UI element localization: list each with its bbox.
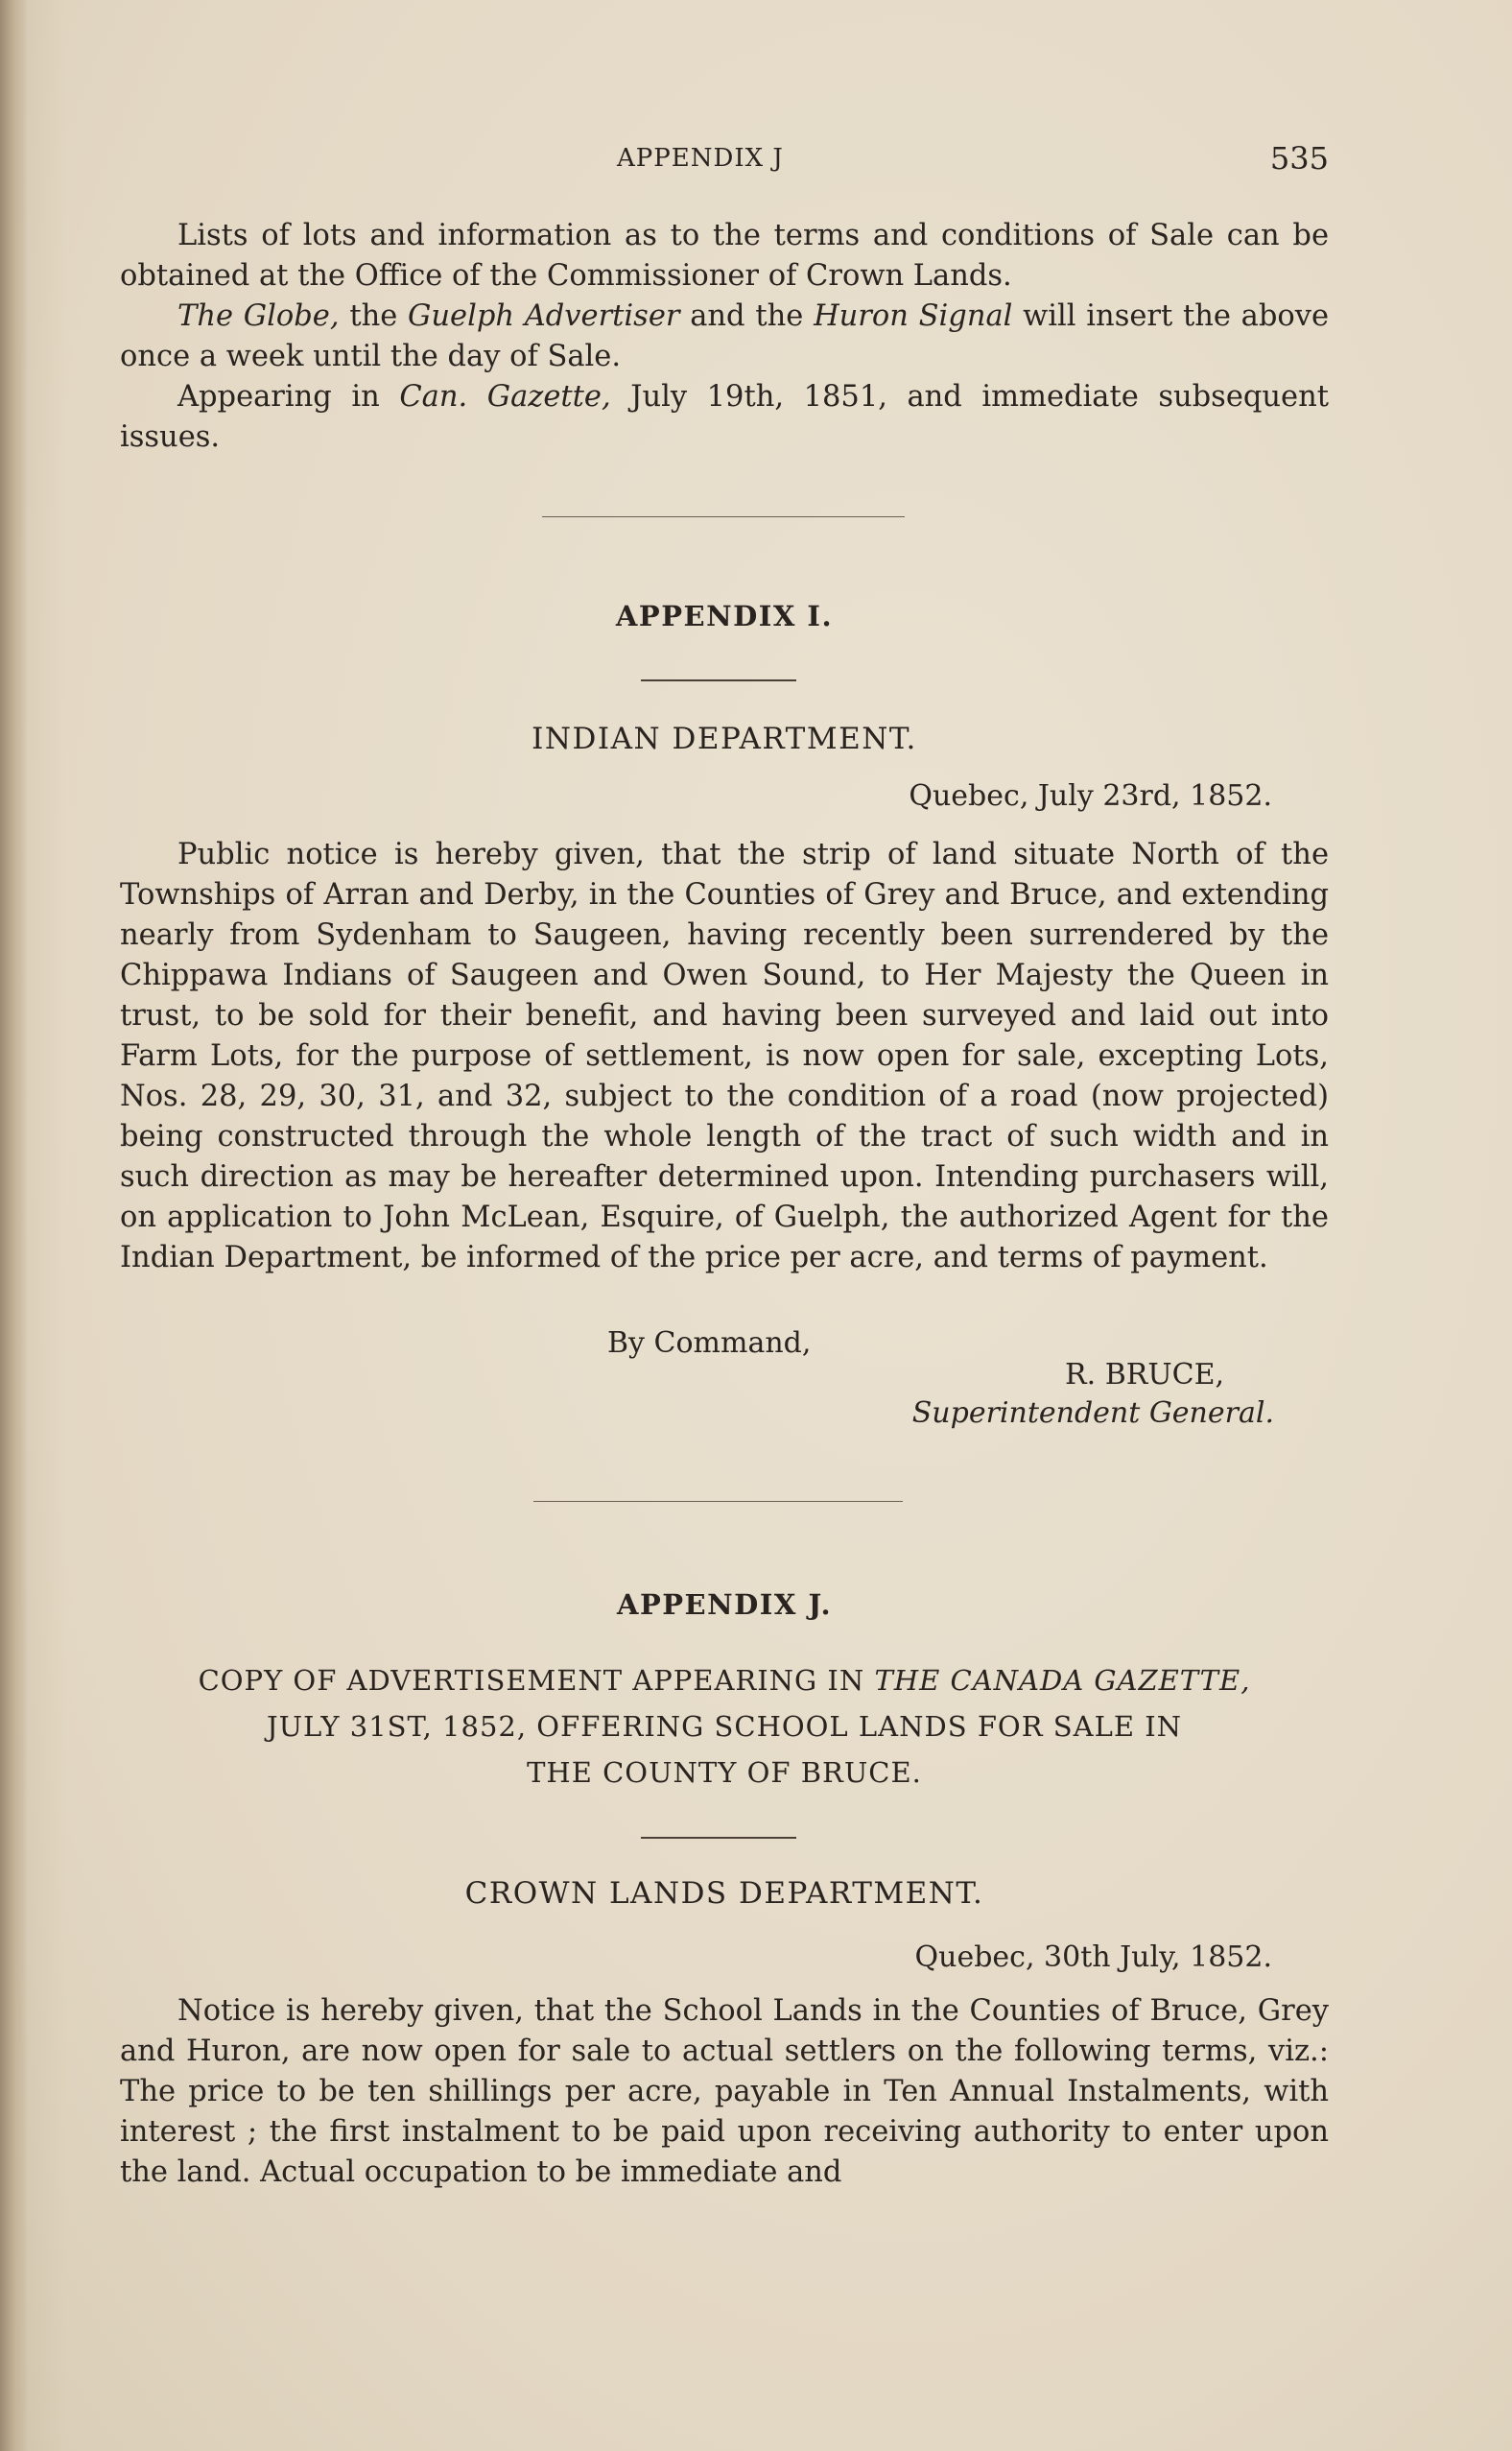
text-fragment: and the: [690, 299, 804, 333]
appendix-i-paragraph: Public notice is hereby given, that the strip of land situate North of the Townships of Arran and Derby, in the Counties of Grey and Bruce, and extending nearly from Sydenham to Saugeen, having recently been surrendered by the Chippawa Indians of Saugeen and Owen Sound, to Her Majesty the Queen in trust, to be sold for their benefit, and having been surveyed and laid out into Farm Lots, for the purpose of settlement, is now open for sale, excepting Lots, Nos. 28, 29, 30, 31, and 32, subject to the condition of a road (now projected) being constructed through the whole length of the tract of such width and in such direction as may be hereafter determined upon. Intending purchasers will, on application to John McLean, Esquire, of Guelph, the authorized Agent for the Indian Department, be informed of the price per acre, and terms of payment.: [120, 838, 1329, 1274]
text-fragment: Appearing in: [177, 380, 380, 414]
gazette-name: Can. Gazette,: [399, 380, 611, 414]
top-block: [120, 216, 1329, 458]
appendix-j-title-line-2: JULY 31ST, 1852, OFFERING SCHOOL LANDS FOR SALE IN: [266, 1710, 1183, 1743]
appendix-j-title-line-1: [106, 1657, 1343, 1703]
text-fragment: the: [349, 299, 398, 333]
appendix-i-body: [120, 835, 1329, 1278]
signer-name: R. BRUCE,: [1065, 1358, 1224, 1392]
huron-signal-name: Huron Signal: [814, 299, 1013, 333]
appendix-j-heading: APPENDIX J.: [616, 1588, 833, 1621]
page-binding-edge: [0, 0, 27, 2451]
appendix-j-title: [106, 1657, 1343, 1796]
top-paragraph-3: [120, 377, 1329, 458]
top-paragraph-2: [120, 297, 1329, 377]
section-divider: [542, 516, 905, 517]
title-fragment: COPY OF ADVERTISEMENT APPEARING IN: [198, 1664, 865, 1697]
text-fragment: will insert the above once a week until the day of Sale.: [120, 299, 1330, 373]
guelph-advertiser-name: Guelph Advertiser: [408, 299, 680, 333]
appendix-j-paragraph: Notice is hereby given, that the School Lands in the Counties of Bruce, Grey and Huron, are now open for sale to actual settlers on the following terms, viz.: The price to be ten shillings per acre, payable in Ten Annual Instalments, with interest ; the first instalment to be paid upon receiving authority to enter upon the land. Actual occupation to be immediate and: [120, 1994, 1329, 2189]
section-divider: [533, 1501, 903, 1502]
top-paragraph-1: Lists of lots and information as to the terms and conditions of Sale can be obtained at the Office of the Commissioner of Crown Lands.: [120, 219, 1329, 293]
appendix-j-place-date: Quebec, 30th July, 1852.: [914, 1940, 1272, 1974]
header-title: APPENDIX J: [617, 144, 784, 173]
appendix-j-title-line-3: THE COUNTY OF BRUCE.: [527, 1756, 922, 1789]
heading-underline: [641, 1837, 796, 1839]
by-command: By Command,: [607, 1326, 812, 1360]
running-header: [120, 140, 1329, 182]
appendix-i-place-date: Quebec, July 23rd, 1852.: [909, 779, 1272, 813]
indian-department-heading: INDIAN DEPARTMENT.: [532, 722, 917, 756]
canada-gazette-name: THE CANADA GAZETTE,: [874, 1664, 1251, 1697]
text-fragment: July 19th, 1851, and immediate subsequent issues.: [120, 380, 1329, 454]
heading-underline: [641, 679, 796, 681]
appendix-i-heading: APPENDIX I.: [615, 600, 834, 632]
crown-lands-department-heading: CROWN LANDS DEPARTMENT.: [464, 1876, 984, 1911]
signer-title: Superintendent General.: [911, 1396, 1274, 1430]
globe-name: The Globe,: [177, 299, 340, 333]
appendix-j-body: [120, 1991, 1329, 2193]
page-number: 535: [1269, 140, 1329, 177]
